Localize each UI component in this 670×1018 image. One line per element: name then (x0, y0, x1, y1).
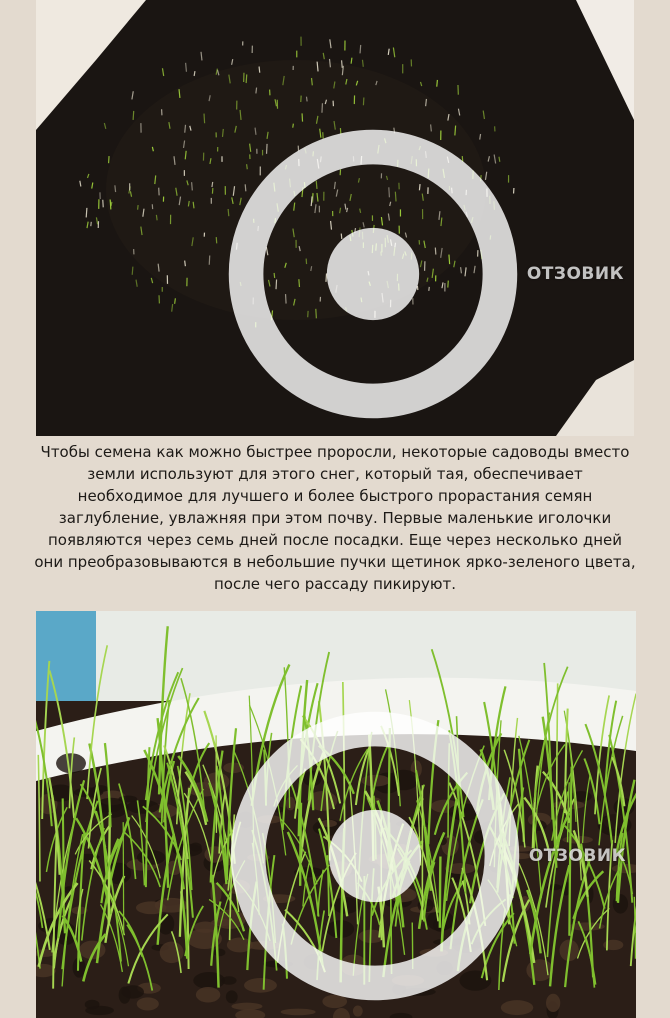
caption-line: они преобразовываются в небольшие пучки щетинок ярко-зеленого цвета, (34, 553, 636, 571)
otzovik-watermark (223, 124, 624, 424)
caption-text (0, 441, 670, 595)
soil-sprouts-photo (36, 0, 634, 436)
otzovik-logo-icon (225, 706, 525, 1006)
otzovik-watermark (225, 706, 626, 1006)
caption-line: появляются через семь дней после посадки. Еще через несколько дней (47, 531, 623, 549)
caption-line: земли используют для этого снег, который тая, обеспечивает (87, 465, 583, 483)
caption-line: заглубление, увлажняя при этом почву. Первые маленькие иголочки (58, 509, 612, 527)
caption-line: Чтобы семена как можно быстрее проросли, некоторые садоводы вместо (40, 443, 630, 461)
watermark-text: ОТЗОВИК (528, 846, 626, 866)
otzovik-logo-icon (223, 124, 523, 424)
caption-line: после чего рассаду пикируют. (213, 575, 457, 593)
watermark-text: ОТЗОВИК (526, 264, 624, 284)
seedling-tufts-photo (36, 611, 636, 1018)
caption-line: необходимое для лучшего и более быстрого прорастания семян (77, 487, 593, 505)
